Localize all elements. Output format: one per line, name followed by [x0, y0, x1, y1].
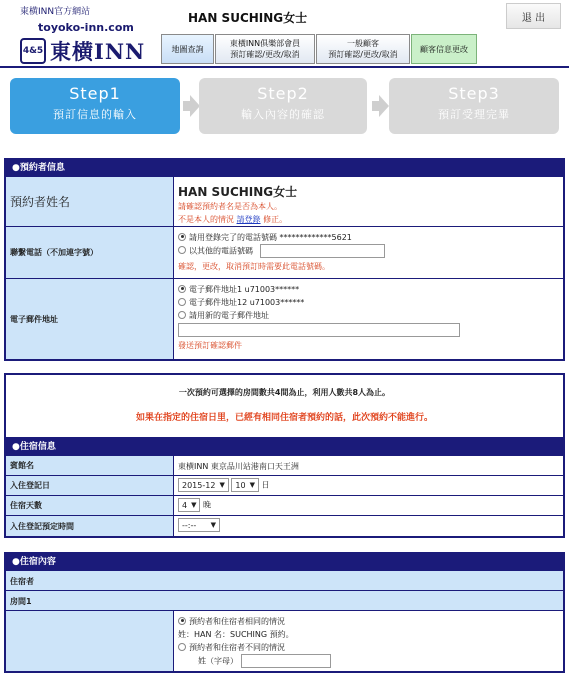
- email-note: 發送預訂確認郵件: [178, 341, 242, 350]
- step-number: Step1: [69, 84, 121, 103]
- select-value: 4: [182, 500, 188, 510]
- notice-limit: 一次預約可選擇的房間數共4間為止，利用人數共8人為止。: [178, 388, 391, 397]
- option-label: 請用新的電子郵件地址: [189, 311, 269, 320]
- booker-name: HAN SUCHING女士: [178, 185, 298, 199]
- booker-section: [4, 158, 565, 361]
- section-title: ●住宿信息: [6, 439, 563, 456]
- guest-label: 住宿者: [10, 577, 34, 586]
- tab-label: 顧客信息更改: [420, 44, 468, 54]
- email-row: [6, 279, 563, 359]
- select-value: 2015-12: [182, 480, 216, 490]
- option-label: 電子郵件地址12 u71003******: [189, 298, 305, 307]
- brand[interactable]: [20, 4, 155, 66]
- booking-notice: [4, 373, 565, 437]
- tab-map-search[interactable]: [161, 34, 214, 64]
- guest-header-row: [6, 571, 563, 591]
- step-label: 輸入內容的確認: [241, 108, 325, 121]
- register-link[interactable]: 請登錄: [236, 215, 261, 224]
- field-label: 賓館名: [6, 456, 174, 475]
- checkin-day-select[interactable]: [231, 478, 259, 492]
- guest-options-cell: [174, 611, 563, 671]
- phone-note: 確認，更改，取消預訂時需要此電話號碼。: [178, 262, 330, 271]
- radio-selected-icon[interactable]: [178, 233, 186, 241]
- field-label: 聯繫電話（不加連字號）: [6, 227, 174, 278]
- brand-official-site: 東横INN官方網站: [20, 7, 91, 17]
- step-label: 預訂信息的輸入: [53, 108, 137, 121]
- field-caption: 姓（字母）: [198, 656, 238, 666]
- field-label: 入住登記日: [6, 476, 174, 495]
- email-option-2[interactable]: [178, 296, 559, 309]
- checkin-value-cell: [174, 476, 563, 495]
- tab-label: 一般顧客: [347, 39, 379, 48]
- chevron-down-icon: ▼: [219, 481, 225, 489]
- radio-selected-icon[interactable]: [178, 617, 186, 625]
- nav-tabs: [161, 34, 478, 64]
- select-value: --:--: [182, 520, 197, 530]
- checkin-month-select[interactable]: [178, 478, 229, 492]
- tab-customer-info[interactable]: [411, 34, 477, 64]
- phone-input[interactable]: [260, 244, 385, 258]
- checkin-time-row: [6, 516, 563, 536]
- stay-section: [4, 437, 565, 538]
- field-label: 入住登記預定時間: [6, 516, 174, 536]
- option-label: 請用登錄完了的電話號碼 *************5621: [189, 233, 352, 242]
- section-title: ●預約者信息: [6, 160, 563, 177]
- radio-icon[interactable]: [178, 643, 186, 651]
- logo[interactable]: [20, 36, 155, 66]
- unit-label: 日: [261, 480, 270, 490]
- step-1: [10, 78, 180, 134]
- progress-steps: [0, 68, 569, 150]
- unit-label: 晚: [203, 500, 212, 510]
- tab-general-booking[interactable]: [316, 34, 410, 64]
- phone-option-registered[interactable]: [178, 231, 559, 244]
- tab-member-booking[interactable]: [215, 34, 315, 64]
- tab-label: 預訂確認/更改/取消: [328, 50, 398, 59]
- radio-icon[interactable]: [178, 311, 186, 319]
- tab-label: 地圖查詢: [171, 44, 204, 54]
- step-2: [199, 78, 367, 134]
- guest-name: HAN SUCHING女士: [188, 11, 308, 25]
- guest-diff-detail: [178, 654, 559, 667]
- room-header-row: [6, 591, 563, 611]
- email-input[interactable]: [178, 323, 460, 337]
- option-label: 預約者和住宿者相同的情況: [189, 617, 285, 626]
- chevron-down-icon: ▼: [249, 481, 255, 489]
- booker-name-note: [178, 213, 559, 226]
- note-text: 不是本人的情況: [178, 215, 237, 224]
- step-3: [389, 78, 559, 134]
- option-label: 預約者和住宿者不同的情況: [189, 643, 285, 652]
- chevron-down-icon: ▼: [191, 501, 197, 509]
- booker-name-note: 請確認預約者名是否為本人。: [178, 202, 282, 211]
- checkin-time-cell: [174, 516, 563, 536]
- tab-label: 預訂確認/更改/取消: [230, 50, 300, 59]
- phone-option-other[interactable]: [178, 244, 559, 260]
- checkin-time-select[interactable]: [178, 518, 220, 532]
- step-number: Step3: [448, 84, 500, 103]
- select-value: 10: [235, 480, 246, 490]
- field-label: 預約者姓名: [6, 177, 174, 226]
- phone-row: [6, 227, 563, 279]
- email-option-1[interactable]: [178, 283, 559, 296]
- email-value-cell: [174, 279, 563, 359]
- step-label: 預訂受理完畢: [438, 108, 510, 121]
- nights-row: [6, 496, 563, 516]
- email-input-wrap: [178, 322, 559, 339]
- logout-button[interactable]: 退 出: [506, 3, 561, 29]
- guest-lastname-input[interactable]: [241, 654, 331, 668]
- room-label: 房間1: [10, 597, 32, 606]
- logo-text: 東横INN: [50, 39, 146, 64]
- guest-same-option[interactable]: [178, 615, 559, 628]
- step-number: Step2: [257, 84, 309, 103]
- nights-value-cell: [174, 496, 563, 515]
- phone-value-cell: [174, 227, 563, 278]
- field-label: 住宿天數: [6, 496, 174, 515]
- chevron-down-icon: ▼: [210, 521, 216, 529]
- radio-selected-icon[interactable]: [178, 285, 186, 293]
- option-label: 電子郵件地址1 u71003******: [189, 285, 300, 294]
- notice-warning: 如果在指定的住宿日里，已經有相同住宿者預約的話，此次預約不能進行。: [135, 413, 433, 423]
- radio-icon[interactable]: [178, 298, 186, 306]
- field-label-blank: [6, 611, 174, 671]
- guest-diff-option[interactable]: [178, 641, 559, 654]
- nights-select[interactable]: [178, 498, 200, 512]
- tab-label: 東橫INN俱樂部會員: [229, 39, 301, 48]
- note-text: 修正。: [260, 215, 288, 224]
- guest-options-row: [6, 611, 563, 671]
- guest-same-detail: 姓：HAN 名：SUCHING 預約。: [178, 630, 294, 639]
- email-option-new[interactable]: [178, 309, 559, 322]
- field-label: 電子郵件地址: [6, 279, 174, 359]
- brand-domain: toyoko-inn.com: [38, 21, 134, 34]
- booker-name-value-cell: [174, 177, 563, 226]
- booker-name-row: [6, 177, 563, 227]
- option-label: 以其他的電話號碼: [189, 246, 253, 256]
- checkin-row: [6, 476, 563, 496]
- section-title: ●住宿內容: [6, 554, 563, 571]
- content-section: [4, 552, 565, 673]
- header: [0, 0, 569, 68]
- hotel-name: 東横INN 東京品川站港南口天王洲: [178, 462, 299, 471]
- logo-mark-icon: 4&5: [20, 38, 46, 64]
- radio-icon[interactable]: [178, 246, 186, 254]
- hotel-row: [6, 456, 563, 476]
